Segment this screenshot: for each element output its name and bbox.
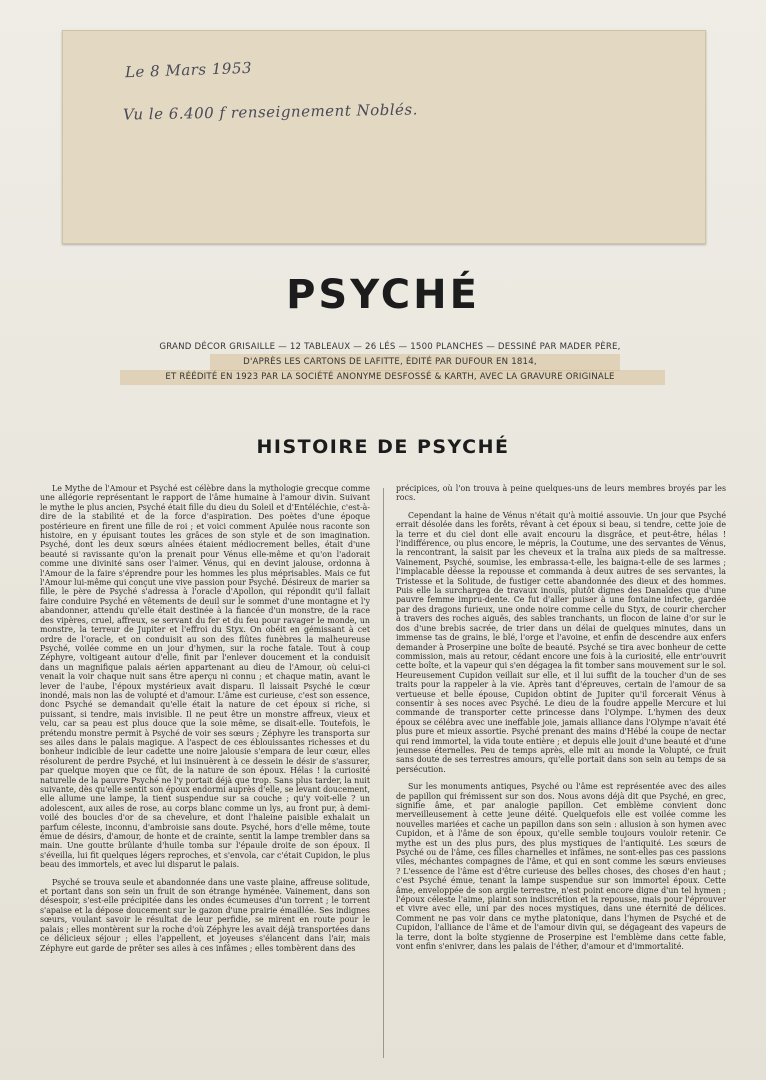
paragraph: Le Mythe de l'Amour et Psyché est célèbre dans la mythologie grecque comme une allégorie représentant le rapport de l'âme humaine à l'amour divin. Suivant le mythe le plus ancien, Psyché était fille du dieu du Soleil et d'Entéléchie, c'est-à-dire de la stabilité et de la force d'aspiration. Des poètes d'une époque postérieure en firent une fille de roi ; et voici comment Apulée nous raconte son histoire, en y épuisant toutes les grâces de son style et de son imagination. Psyché, dont les deux sœurs aînées étaient médiocrement belles, était d'une beauté si ravissante qu'on la prenait pour Vénus elle-même et qu'on l'adorait comme une divinité sans oser l'aimer. Vénus, qui en devint jalouse, ordonna à l'Amour de la faire s'éprendre pour les hommes les plus méprisables. Mais ce fut l'Amour lui-même qui conçut une vive passion pour Psyché. Désireux de marier sa fille, le père de Psyché s'adressa à l'oracle d'Apollon, qui répondit qu'il fallait faire conduire Psyché en vêtements de deuil sur le sommet d'une montagne et l'y abandonner, attendu qu'elle était destinée à la fiancée d'un monstre, de la race des vipères, cruel, affreux, se servant du fer et du feu pour ravager le monde, un monstre, la terreur de Jupiter et l'effroi du Styx. On obéit en gémissant à cet ordre de l'oracle, et on conduisit au son des flûtes funèbres la malheureuse Psyché, voilée comme en un jour d'hymen, sur la roche fatale. Tout à coup Zéphyre, voltigeant autour d'elle, finit par l'enlever doucement et la conduisit dans un magnifique palais aérien appartenant au dieu de l'Amour, où celui-ci venait la voir chaque nuit sans être aperçu ni connu ; et chaque matin, avant le lever de l'aube, l'époux mystérieux avait disparu. Il laissait Psyché le cœur inondé, mais non las de volupté et d'amour. L'âme est curieuse, c'est son essence, donc Psyché se demandait qu'elle était la nature de cet époux si riche, si puissant, si tendre, mais invisible. Il ne peut être un monstre affreux, vieux et velu, car sa peau est plus douce que la soie même, se disait-elle. Toutefois, le prétendu monstre permit à Psyché de voir ses sœurs ; Zéphyre les transporta sur ses ailes dans le palais magique. A l'aspect de ces éblouissantes richesses et du bonheur indicible de leur cadette une noire jalousie s'empara de leur cœur, elles résolurent de perdre Psyché, et lui insinuèrent à ce dessein le désir de s'assurer, par quelque moyen que ce fût, de la nature de son époux. Hélas ! la curiosité naturelle de la pauvre Psyché ne l'y portait déjà que trop. Sans plus tarder, la nuit suivante, dès qu'elle sentit son époux endormi auprès d'elle, se levant doucement, elle allume une lampe, la tient suspendue sur sa couche ; qu'y voit-elle ? un adolescent, aux ailes de rose, au corps blanc comme un lys, au front pur, à demi-voilé des boucles d'or de sa chevelure, et dont l'haleine paisible exhalait un parfum céleste, inconnu, d'ambroisie sans doute. Psyché, hors d'elle même, toute émue de désirs, d'amour, de honte et de crainte, sentit la lampe trembler dans sa main. Une goutte brûlante d'huile tomba sur l'épaule droite de son époux. Il s'éveilla, lui fit quelques légers reproches, et s'envola, car c'était Cupidon, le plus beau des immortels, et avec lui disparut le palais. <box>40 484 370 870</box>
handwritten-note-slip <box>62 30 706 244</box>
column-divider <box>383 488 384 1058</box>
paragraph: Sur les monuments antiques, Psyché ou l'âme est représentée avec des ailes de papillon qui frémissent sur son dos. Nous avons déjà dit que Psyché, en grec, signifie âme, et par analogie papillon. Cet emblème convient donc merveilleusement à cette jeune déité. Quelquefois elle est voilée comme les nouvelles mariées et cache un papillon dans son sein : allusion à son hymen avec Cupidon, et à l'âme de son époux, qu'elle semble toujours vouloir retenir. Ce mythe est un des plus purs, des plus mystiques de l'antiquité. Les sœurs de Psyché ou de l'âme, ces filles charnelles et infâmes, ne sont-elles pas ces passions viles, méchantes compagnes de l'âme, et qui en sont comme les sœurs envieuses ? L'essence de l'âme est d'être curieuse des belles choses, des choses d'en haut ; c'est Psyché émue, tenant la lampe suspendue sur son immortel époux. Cette âme, enveloppée de son argile terrestre, n'est point encore digne d'un tel hymen ; l'époux céleste l'aime, plaint son indiscrétion et la repousse, mais pour l'éprouver et vivre avec elle, uni par des noces mystiques, dans une éternité de délices. Comment ne pas voir dans ce mythe platonique, dans l'hymen de Psyché et de Cupidon, l'alliance de l'âme et de l'amour divin qui, se dégageant des vapeurs de la terre, dont la boîte stygienne de Proserpine est l'emblème dans cette fable, vont enfin s'enivrer, dans les palais de l'éther, d'amour et d'immortalité. <box>396 782 726 952</box>
page-title: PSYCHÉ <box>286 272 480 318</box>
paragraph: précipices, où l'on trouva à peine quelques-uns de leurs membres broyés par les rocs. <box>396 484 726 503</box>
paragraph: Psyché se trouva seule et abandonnée dans une vaste plaine, affreuse solitude, et portant dans son sein un fruit de son étrange hyménée. Vainement, dans son désespoir, s'est-elle précipitée dans les ondes écumeuses d'un torrent ; le torrent s'apaise et la dépose doucement sur le gazon d'une prairie émaillée. Ses indignes sœurs, voulant savoir le résultat de leur perfidie, se mirent en route pour le palais ; elles montèrent sur la roche d'où Zéphyre les avait déjà transportées dans ce délicieux séjour ; elles l'appellent, et joyeuses s'élancent dans l'air, mais Zéphyre eut garde de prêter ses ailes à ces infâmes ; elles tombèrent dans des <box>40 877 370 953</box>
text-column-left <box>40 484 370 1064</box>
note-price-line: Vu le 6.400 f renseignement Noblés. <box>122 100 419 124</box>
section-title: HISTOIRE DE PSYCHÉ <box>256 436 510 458</box>
text-column-right <box>396 484 726 1064</box>
subtitle-line-3: ET RÉÉDITÉ EN 1923 PAR LA SOCIÉTÉ ANONYME DESFOSSÉ & KARTH, AVEC LA GRAVURE ORIGINALE <box>165 372 615 382</box>
note-date-line: Le 8 Mars 1953 <box>124 58 253 82</box>
subtitle-line-2: D'APRÈS LES CARTONS DE LAFITTE, ÉDITÉ PAR DUFOUR EN 1814, <box>243 357 537 367</box>
paragraph: Cependant la haine de Vénus n'était qu'à moitié assouvie. Un jour que Psyché errait désolée dans les forêts, rêvant à cet époux si beau, si tendre, cette joie de la terre et du ciel dont elle avait encouru la disgrâce, et peut-être, hélas ! l'indifférence, ou plus encore, le mépris, la Coutume, une des servantes de Vénus, la rencontrant, la saisit par les cheveux et la traîna aux pieds de sa maîtresse. Vainement, Psyché, soumise, les embrassa-t-elle, les baigna-t-elle de ses larmes ; l'implacable déesse la repousse et commanda à deux autres de ses servantes, la Tristesse et la Solitude, de fustiger cette abandonnée des dieux et des hommes. Puis elle la surchargea de travaux inouïs, plutôt dignes des Danaïdes que d'une pauvre femme impru-dente. Ce fut d'aller puiser à une fontaine infecte, gardée par des dragons furieux, une onde noire comme celle du Styx, de courir chercher à travers des roches aiguës, des sables tranchants, un flocon de laine d'or sur le dos d'une brebis sacrée, de trier dans un délai de quelques minutes, dans un immense tas de grains, le blé, l'orge et l'avoine, et enfin de descendre aux enfers demander à Proserpine une boîte de beauté. Psyché se tira avec bonheur de cette commission, mais au retour, cédant encore une fois à la curiosité, elle entr'ouvrit cette boîte, et la vapeur qui s'en dégagea la fit tomber sans mouvement sur le sol. Heureusement Cupidon veillait sur elle, et il lui suffit de la toucher d'un de ses traits pour la rappeler à la vie. Après tant d'épreuves, certain de l'amour de sa vertueuse et belle épouse, Cupidon obtint de Jupiter qu'il forcerait Vénus à consentir à ses noces avec Psyché. Le dieu de la foudre appelle Mercure et lui commande de transporter cette princesse dans l'Olympe. L'hymen des deux époux se célébra avec une ineffable joie, jamais alliance dans l'Olympe n'avait été plus pure et mieux assortie. Psyché prenant des mains d'Hébé la coupe de nectar qui rend immortel, la vida toute entière ; et depuis elle jouit d'une beauté et d'une jeunesse éternelles. Peu de temps après, elle mit au monde la Volupté, ce fruit sans doute de ses terrestres amours, qu'elle portait dans son sein au temps de sa persécution. <box>396 510 726 774</box>
subtitle-line-1: GRAND DÉCOR GRISAILLE — 12 TABLEAUX — 26 LÉS — 1500 PLANCHES — DESSINÉ PAR MADER PÈRE, <box>159 342 621 352</box>
